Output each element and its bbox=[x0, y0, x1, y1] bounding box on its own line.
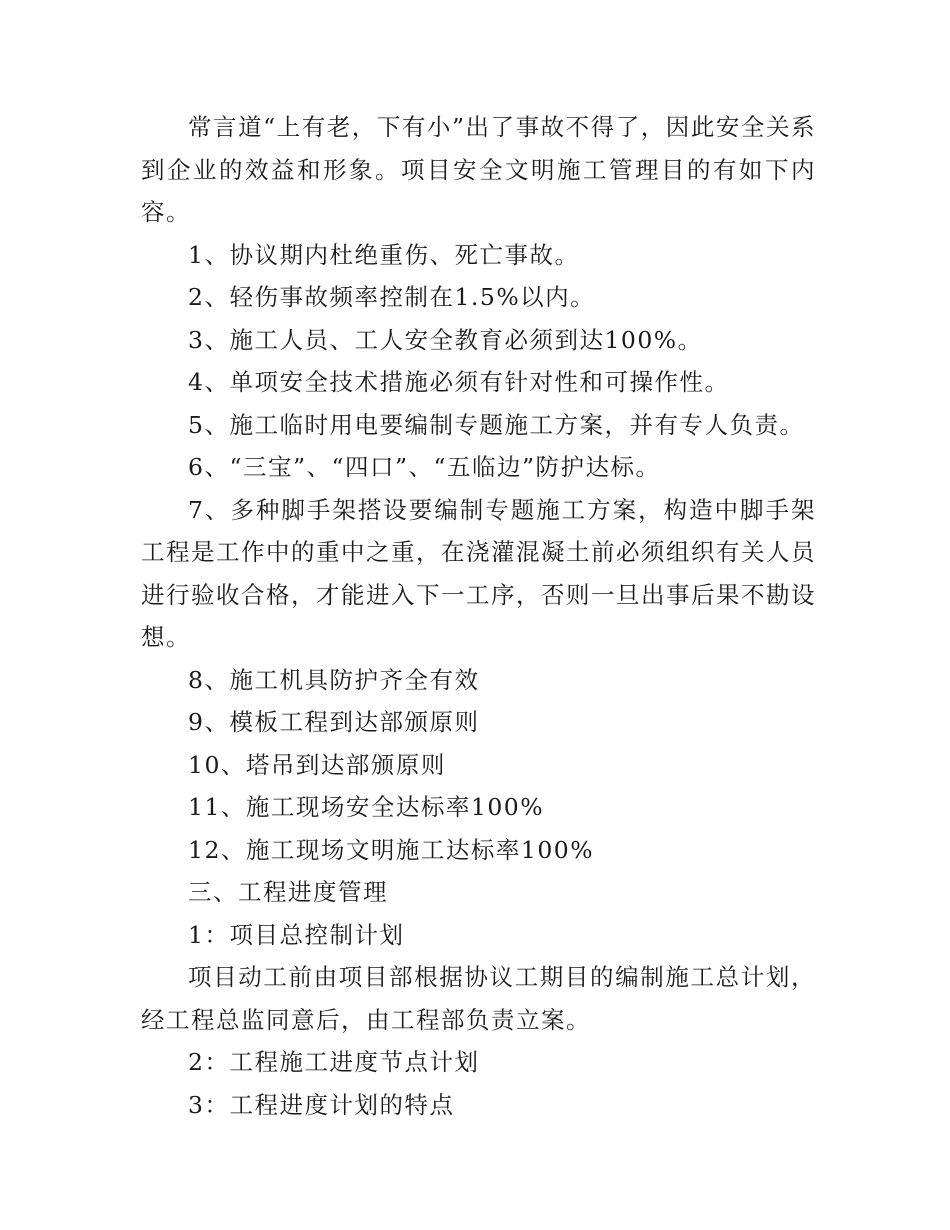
section-heading: 三、工程进度管理 bbox=[188, 878, 388, 906]
goal-item-10: 10、塔吊到达部颁原则 bbox=[188, 750, 446, 779]
subsection-heading-3: 3：工程进度计划的特点 bbox=[188, 1090, 455, 1119]
goal-item-8: 8、施工机具防护齐全有效 bbox=[188, 665, 480, 694]
intro-paragraph: 常言道“上有老，下有小”出了事故不得了，因此安全关系到企业的效益和形象。项目安全文明施工管理目的有如下内容。 bbox=[141, 113, 816, 226]
subsection-heading-2: 2：工程施工进度节点计划 bbox=[188, 1048, 480, 1076]
goal-item-7: 7、多种脚手架搭设要编制专题施工方案，构造中脚手架工程是工作中的重中之重，在浇灌混凝土前必须组织有关人员进行验收合格，才能进入下一工序，否则一旦出事后果不勘设想。 bbox=[141, 495, 816, 651]
document-body bbox=[141, 106, 816, 1126]
goal-item-12: 12、施工现场文明施工达标率100% bbox=[188, 835, 595, 864]
goal-item-5: 5、施工临时用电要编制专题施工方案，并有专人负责。 bbox=[188, 410, 805, 439]
goal-item-11: 11、施工现场安全达标率100% bbox=[188, 793, 545, 821]
goal-item-2: 2、轻伤事故频率控制在1.5%以内。 bbox=[188, 283, 596, 311]
goal-item-1: 1、协议期内杜绝重伤、死亡事故。 bbox=[188, 240, 580, 269]
goal-item-6: 6、“三宝”、“四口”、“五临边”防护达标。 bbox=[188, 453, 661, 481]
goal-item-3: 3、施工人员、工人安全教育必须到达100%。 bbox=[188, 325, 703, 354]
goal-item-4: 4、单项安全技术措施必须有针对性和可操作性。 bbox=[188, 368, 730, 396]
subsection-paragraph-1: 项目动工前由项目部根据协议工期目的编制施工总计划，经工程总监同意后，由工程部负责立案。 bbox=[141, 963, 816, 1034]
subsection-heading-1: 1：项目总控制计划 bbox=[188, 920, 405, 949]
goal-item-9: 9、模板工程到达部颁原则 bbox=[188, 708, 480, 736]
